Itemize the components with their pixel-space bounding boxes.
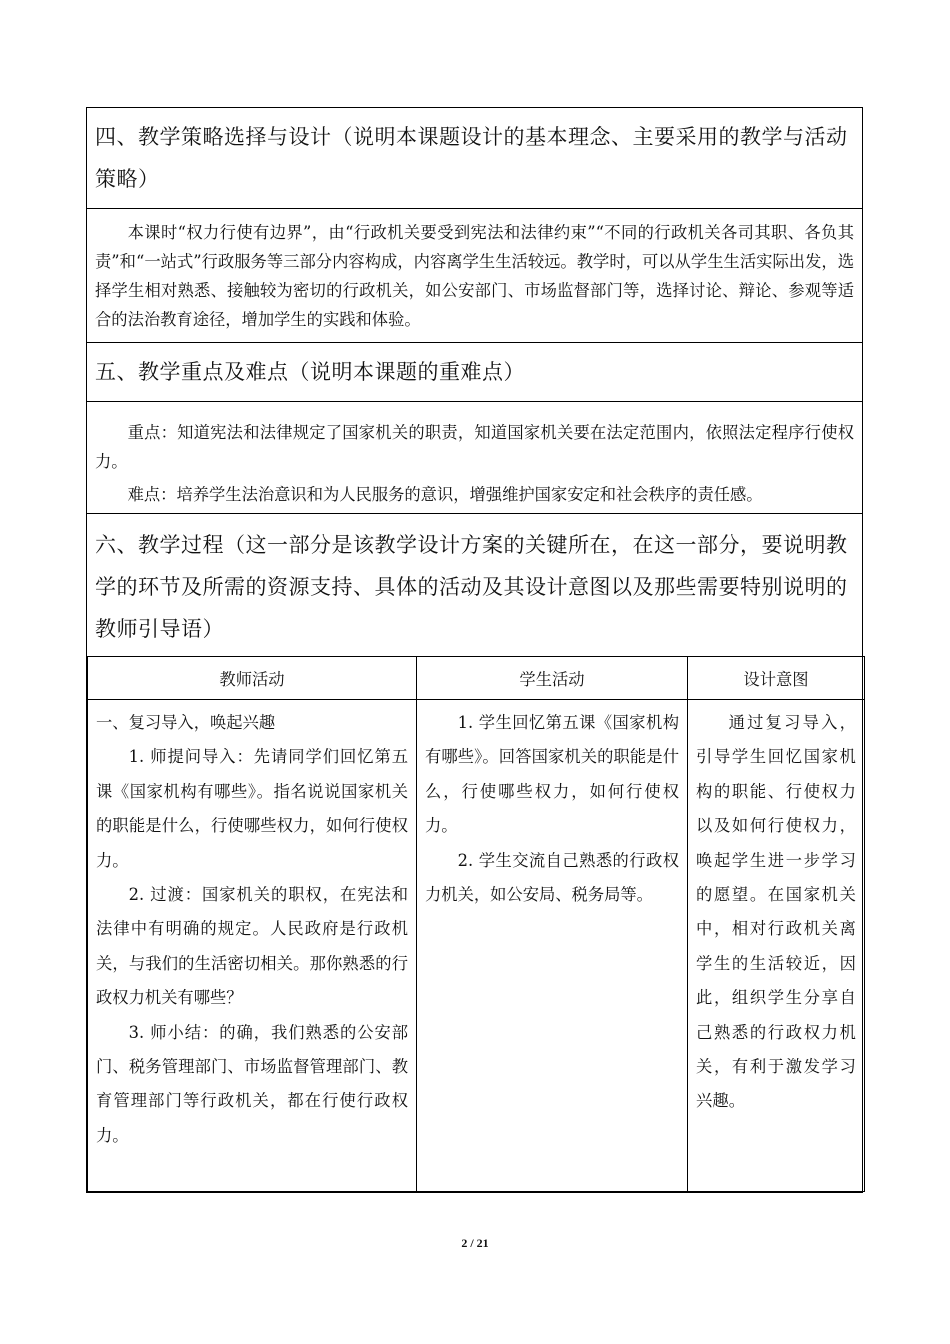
header-teacher-activity: 教师活动 xyxy=(88,657,417,700)
section-4-heading: 四、教学策略选择与设计（说明本课题设计的基本理念、主要采用的教学与活动策略） xyxy=(87,108,862,209)
page-number: 2 / 21 xyxy=(461,1236,489,1250)
difficult-point-text: 难点：培养学生法治意识和为人民服务的意识，增强维护国家安定和社会秩序的责任感。 xyxy=(127,485,763,504)
section-5-body xyxy=(87,402,862,514)
header-design-intent: 设计意图 xyxy=(688,657,865,700)
student-activity-cell xyxy=(417,700,688,1192)
header-student-activity: 学生活动 xyxy=(417,657,688,700)
key-point-text: 重点：知道宪法和法律规定了国家机关的职责，知道国家机关要在法定范围内，依照法定程序行使权力。 xyxy=(95,423,854,471)
section-4-body xyxy=(87,209,862,343)
teacher-activity-step-3: 3. 师小结：的确，我们熟悉的公安部门、税务管理部门、市场监督管理部门、教育管理部门等行政机关，都在行使行政权力。 xyxy=(96,1022,408,1145)
section-4-paragraph: 本课时“权力行使有边界”，由“行政机关要受到宪法和法律约束”“不同的行政机关各司其职、各负其责”和“一站式”行政服务等三部分内容构成，内容离学生生活较远。教学时，可以从学生生活实际出发，选择学生相对熟悉、接触较为密切的行政机关，如公安部门、市场监督部门等，选择讨论、辩论、参观等适合的法治教育途径，增加学生的实践和体验。 xyxy=(95,223,854,329)
student-activity-step-2: 2. 学生交流自己熟悉的行政权力机关，如公安局、税务局等。 xyxy=(425,850,679,905)
design-intent-cell xyxy=(688,700,865,1192)
teacher-activity-step-1: 1. 师提问导入：先请同学们回忆第五课《国家机构有哪些》。指名说说国家机关的职能是什么，行使哪些权力，如何行使权力。 xyxy=(96,747,408,870)
table-row xyxy=(88,700,865,1192)
teacher-activity-step-2: 2. 过渡：国家机关的职权，在宪法和法律中有明确的规定。人民政府是行政机关，与我们的生活密切相关。那你熟悉的行政权力机关有哪些？ xyxy=(96,885,408,1008)
design-intent-text: 通过复习导入，引导学生回忆国家机构的职能、行使权力以及如何行使权力，唤起学生进一步学习的愿望。在国家机关中，相对行政机关离学生的生活较近，因此，组织学生分享自己熟悉的行政权力机关，有利于激发学习兴趣。 xyxy=(696,713,856,1111)
section-6-heading: 六、教学过程（这一部分是该教学设计方案的关键所在，在这一部分，要说明教学的环节及所需的资源支持、具体的活动及其设计意图以及那些需要特别说明的教师引导语） xyxy=(95,533,848,641)
teaching-process-table xyxy=(87,656,865,1192)
teacher-activity-cell xyxy=(88,700,417,1192)
section-5-heading: 五、教学重点及难点（说明本课题的重难点） xyxy=(87,343,862,402)
student-activity-step-1: 1. 学生回忆第五课《国家机构有哪些》。回答国家机关的职能是什么，行使哪些权力，如何行使权力。 xyxy=(425,713,679,836)
table-header-row xyxy=(88,657,865,700)
lesson-plan-document xyxy=(86,107,863,1193)
teacher-activity-title: 一、复习导入，唤起兴趣 xyxy=(96,713,276,732)
